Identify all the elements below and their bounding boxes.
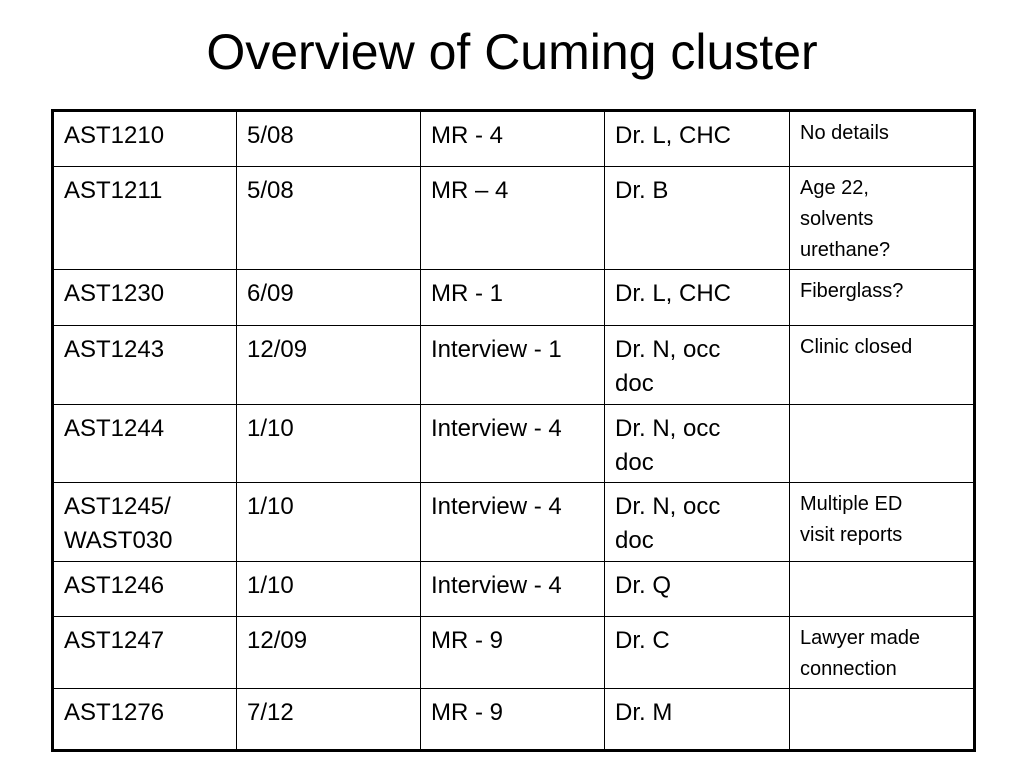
notes-cell	[790, 562, 975, 617]
source-cell: Interview - 4	[421, 483, 605, 562]
notes-cell: Multiple ED visit reports	[790, 483, 975, 562]
case-id-cell: AST1246	[53, 562, 237, 617]
notes-cell	[790, 689, 975, 751]
case-id-cell: AST1276	[53, 689, 237, 751]
date-cell: 7/12	[237, 689, 421, 751]
date-cell: 5/08	[237, 111, 421, 167]
provider-cell: Dr. N, occ doc	[605, 405, 790, 483]
date-cell: 1/10	[237, 562, 421, 617]
table-row	[53, 326, 975, 405]
notes-cell: Lawyer made connection	[790, 617, 975, 689]
case-id-cell: AST1245/ WAST030	[53, 483, 237, 562]
provider-cell: Dr. Q	[605, 562, 790, 617]
cluster-table	[51, 109, 976, 752]
date-cell: 12/09	[237, 617, 421, 689]
source-cell: Interview - 4	[421, 562, 605, 617]
table-row	[53, 562, 975, 617]
date-cell: 1/10	[237, 483, 421, 562]
provider-cell: Dr. L, CHC	[605, 111, 790, 167]
source-cell: Interview - 4	[421, 405, 605, 483]
notes-cell: Age 22, solvents urethane?	[790, 167, 975, 270]
date-cell: 1/10	[237, 405, 421, 483]
case-id-cell: AST1244	[53, 405, 237, 483]
notes-cell: No details	[790, 111, 975, 167]
date-cell: 12/09	[237, 326, 421, 405]
source-cell: MR – 4	[421, 167, 605, 270]
date-cell: 5/08	[237, 167, 421, 270]
table-row	[53, 617, 975, 689]
case-id-cell: AST1210	[53, 111, 237, 167]
table-row	[53, 270, 975, 326]
notes-cell	[790, 405, 975, 483]
date-cell: 6/09	[237, 270, 421, 326]
source-cell: Interview - 1	[421, 326, 605, 405]
table-row	[53, 689, 975, 751]
provider-cell: Dr. C	[605, 617, 790, 689]
source-cell: MR - 1	[421, 270, 605, 326]
case-id-cell: AST1230	[53, 270, 237, 326]
case-id-cell: AST1247	[53, 617, 237, 689]
table-row	[53, 483, 975, 562]
case-id-cell: AST1211	[53, 167, 237, 270]
case-id-cell: AST1243	[53, 326, 237, 405]
source-cell: MR - 4	[421, 111, 605, 167]
provider-cell: Dr. N, occ doc	[605, 326, 790, 405]
provider-cell: Dr. L, CHC	[605, 270, 790, 326]
table-row	[53, 167, 975, 270]
table-row	[53, 111, 975, 167]
source-cell: MR - 9	[421, 689, 605, 751]
slide-title: Overview of Cuming cluster	[206, 24, 818, 80]
table-row	[53, 405, 975, 483]
provider-cell: Dr. B	[605, 167, 790, 270]
source-cell: MR - 9	[421, 617, 605, 689]
notes-cell: Fiberglass?	[790, 270, 975, 326]
notes-cell: Clinic closed	[790, 326, 975, 405]
provider-cell: Dr. N, occ doc	[605, 483, 790, 562]
provider-cell: Dr. M	[605, 689, 790, 751]
